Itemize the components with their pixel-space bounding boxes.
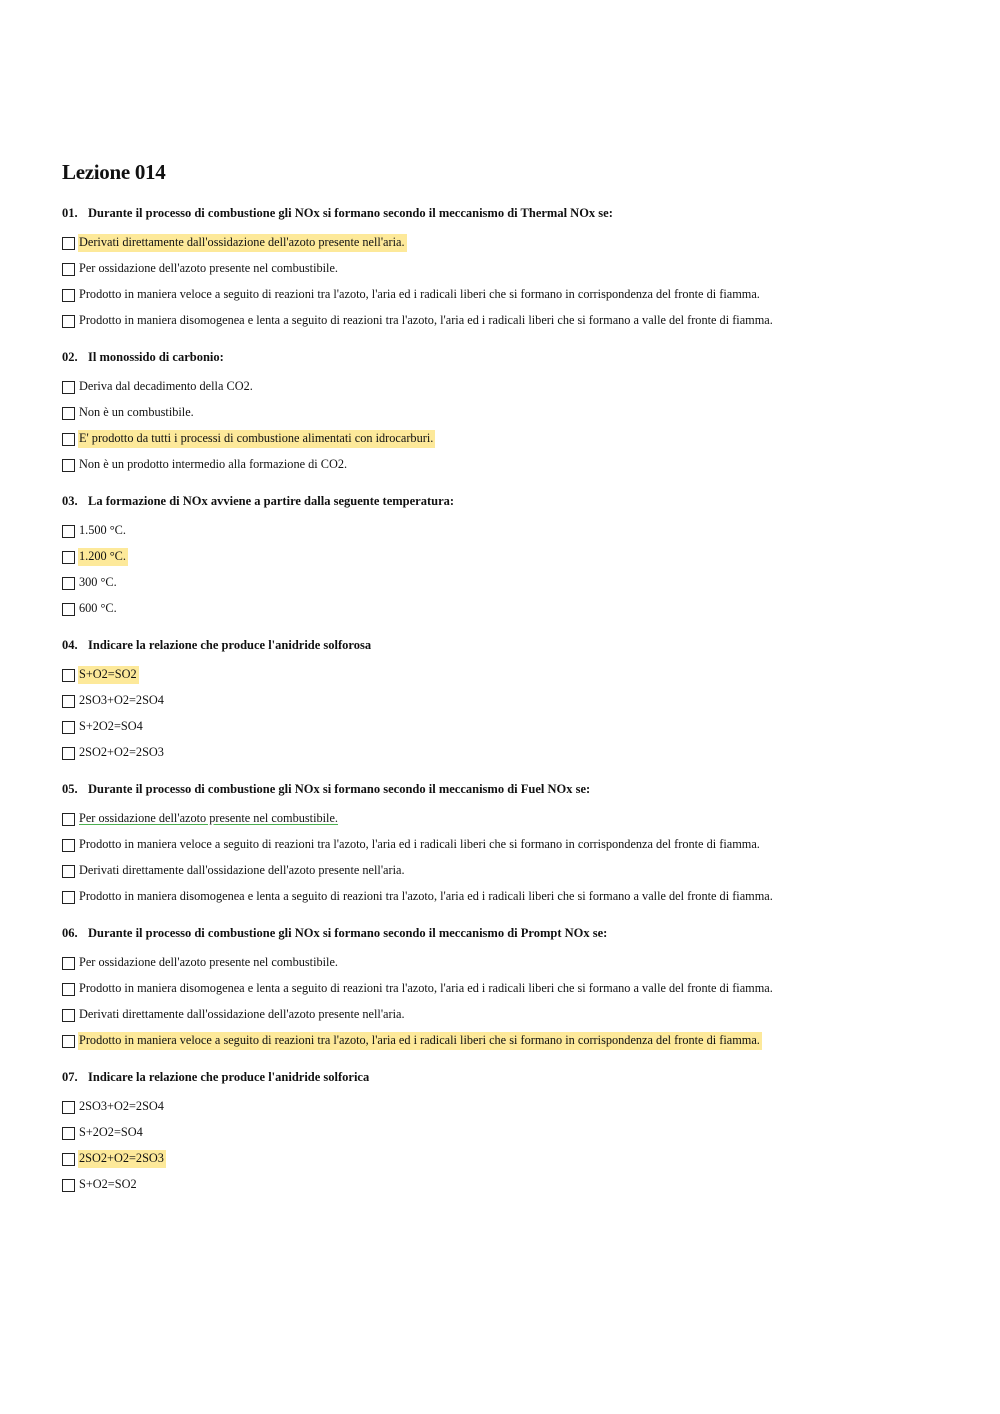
answer-option[interactable] [62, 740, 942, 766]
answer-option[interactable] [62, 806, 942, 832]
answer-checkbox[interactable] [62, 721, 75, 734]
answer-text: Derivati direttamente dall'ossidazione dell'azoto presente nell'aria. [79, 863, 405, 877]
answer-option[interactable] [62, 452, 942, 478]
answer-checkbox[interactable] [62, 289, 75, 302]
answer-checkbox[interactable] [62, 1101, 75, 1114]
question-block [62, 492, 942, 622]
question-text: La formazione di NOx avviene a partire dalla seguente temperatura: [88, 494, 455, 508]
answer-text-highlighted: Derivati direttamente dall'ossidazione dell'azoto presente nell'aria. [78, 234, 407, 252]
question-block [62, 348, 942, 478]
answer-text: S+O2=SO2 [79, 1177, 137, 1191]
answer-checkbox[interactable] [62, 669, 75, 682]
question-heading [62, 780, 942, 798]
answer-checkbox[interactable] [62, 315, 75, 328]
answer-checkbox[interactable] [62, 525, 75, 538]
page-title: Lezione 014 [62, 160, 166, 184]
answer-option[interactable] [62, 976, 942, 1002]
question-heading [62, 924, 942, 942]
answer-checkbox[interactable] [62, 263, 75, 276]
question-text: Il monossido di carbonio: [88, 350, 224, 364]
answer-text: 600 °C. [79, 601, 117, 615]
answer-text: S+2O2=SO4 [79, 1125, 143, 1139]
answer-text: Prodotto in maniera veloce a seguito di reazioni tra l'azoto, l'aria ed i radicali liberi che si formano in corrispondenza del fronte di fiamma. [79, 287, 760, 301]
answer-text: 300 °C. [79, 575, 117, 589]
answer-checkbox[interactable] [62, 1153, 75, 1166]
answer-option[interactable] [62, 662, 942, 688]
answer-text: Prodotto in maniera disomogenea e lenta a seguito di reazioni tra l'azoto, l'aria ed i radicali liberi che si formano a valle del fronte di fiamma. [79, 889, 773, 903]
answer-option[interactable] [62, 1120, 942, 1146]
question-number: 01. [62, 206, 78, 220]
answer-option[interactable] [62, 688, 942, 714]
question-block [62, 204, 942, 334]
answer-text-highlighted: S+O2=SO2 [78, 666, 139, 684]
question-block [62, 924, 942, 1054]
answer-option[interactable] [62, 256, 942, 282]
answer-text: 2SO2+O2=2SO3 [79, 745, 164, 759]
answer-checkbox[interactable] [62, 603, 75, 616]
question-heading [62, 492, 942, 510]
answer-option[interactable] [62, 950, 942, 976]
question-number: 05. [62, 782, 78, 796]
answer-checkbox[interactable] [62, 237, 75, 250]
answer-option[interactable] [62, 1002, 942, 1028]
answer-checkbox[interactable] [62, 551, 75, 564]
answer-option[interactable] [62, 400, 942, 426]
answer-checkbox[interactable] [62, 1179, 75, 1192]
question-text: Indicare la relazione che produce l'anidride solforica [88, 1070, 370, 1084]
answer-checkbox[interactable] [62, 1009, 75, 1022]
question-number: 02. [62, 350, 78, 364]
answer-text: Non è un prodotto intermedio alla formazione di CO2. [79, 457, 348, 471]
answer-option[interactable] [62, 1028, 942, 1054]
answer-checkbox[interactable] [62, 407, 75, 420]
answer-option[interactable] [62, 426, 942, 452]
question-number: 03. [62, 494, 78, 508]
answer-text: Prodotto in maniera veloce a seguito di reazioni tra l'azoto, l'aria ed i radicali liberi che si formano in corrispondenza del fronte di fiamma. [79, 837, 760, 851]
answer-text: 1.500 °C. [79, 523, 126, 537]
answer-text-highlighted: 2SO2+O2=2SO3 [78, 1150, 166, 1168]
question-text: Durante il processo di combustione gli NOx si formano secondo il meccanismo di Prompt NOx se: [88, 926, 608, 940]
answer-checkbox[interactable] [62, 839, 75, 852]
answer-text-highlighted: Prodotto in maniera veloce a seguito di reazioni tra l'azoto, l'aria ed i radicali liberi che si formano in corrispondenza del fronte di fiamma. [78, 1032, 762, 1050]
answer-option[interactable] [62, 1094, 942, 1120]
answer-text: 2SO3+O2=2SO4 [79, 1099, 164, 1113]
answer-option[interactable] [62, 282, 942, 308]
answer-option[interactable] [62, 1172, 942, 1198]
answer-option[interactable] [62, 714, 942, 740]
question-number: 04. [62, 638, 78, 652]
answer-text: Deriva dal decadimento della CO2. [79, 379, 253, 393]
answer-option[interactable] [62, 596, 942, 622]
question-block [62, 1068, 942, 1198]
answer-text: Per ossidazione dell'azoto presente nel combustibile. [79, 261, 339, 275]
answer-checkbox[interactable] [62, 1127, 75, 1140]
question-text: Indicare la relazione che produce l'anidride solforosa [88, 638, 372, 652]
answer-text: 2SO3+O2=2SO4 [79, 693, 164, 707]
answer-option[interactable] [62, 832, 942, 858]
answer-text: Per ossidazione dell'azoto presente nel combustibile. [79, 955, 339, 969]
question-text: Durante il processo di combustione gli NOx si formano secondo il meccanismo di Thermal NOx se: [88, 206, 613, 220]
answer-text: Prodotto in maniera disomogenea e lenta a seguito di reazioni tra l'azoto, l'aria ed i radicali liberi che si formano a valle del fronte di fiamma. [79, 313, 773, 327]
answer-text: Non è un combustibile. [79, 405, 194, 419]
question-heading [62, 204, 942, 222]
question-number: 06. [62, 926, 78, 940]
answer-option[interactable] [62, 518, 942, 544]
answer-text: Per ossidazione dell'azoto presente nel combustibile. [79, 811, 339, 825]
answer-checkbox[interactable] [62, 747, 75, 760]
answer-text: Prodotto in maniera disomogenea e lenta a seguito di reazioni tra l'azoto, l'aria ed i radicali liberi che si formano a valle del fronte di fiamma. [79, 981, 773, 995]
question-block [62, 636, 942, 766]
answer-option[interactable] [62, 884, 942, 910]
question-heading [62, 348, 942, 366]
answer-text-highlighted: 1.200 °C. [78, 548, 128, 566]
answer-checkbox[interactable] [62, 957, 75, 970]
answer-checkbox[interactable] [62, 381, 75, 394]
question-heading [62, 1068, 942, 1086]
answer-checkbox[interactable] [62, 577, 75, 590]
answer-option[interactable] [62, 570, 942, 596]
answer-checkbox[interactable] [62, 459, 75, 472]
question-text: Durante il processo di combustione gli NOx si formano secondo il meccanismo di Fuel NOx se: [88, 782, 591, 796]
answer-option[interactable] [62, 230, 942, 256]
answer-option[interactable] [62, 308, 942, 334]
answer-option[interactable] [62, 1146, 942, 1172]
quiz-page [62, 160, 942, 1212]
answer-checkbox[interactable] [62, 983, 75, 996]
answer-option[interactable] [62, 858, 942, 884]
question-number: 07. [62, 1070, 78, 1084]
answer-checkbox[interactable] [62, 891, 75, 904]
answer-text: S+2O2=SO4 [79, 719, 143, 733]
answer-checkbox[interactable] [62, 1035, 75, 1048]
question-block [62, 780, 942, 910]
question-list [62, 204, 942, 1198]
answer-checkbox[interactable] [62, 865, 75, 878]
answer-option[interactable] [62, 374, 942, 400]
answer-checkbox[interactable] [62, 433, 75, 446]
answer-option[interactable] [62, 544, 942, 570]
question-heading [62, 636, 942, 654]
answer-text: Derivati direttamente dall'ossidazione dell'azoto presente nell'aria. [79, 1007, 405, 1021]
answer-checkbox[interactable] [62, 813, 75, 826]
answer-text-highlighted: E' prodotto da tutti i processi di combustione alimentati con idrocarburi. [78, 430, 435, 448]
answer-checkbox[interactable] [62, 695, 75, 708]
